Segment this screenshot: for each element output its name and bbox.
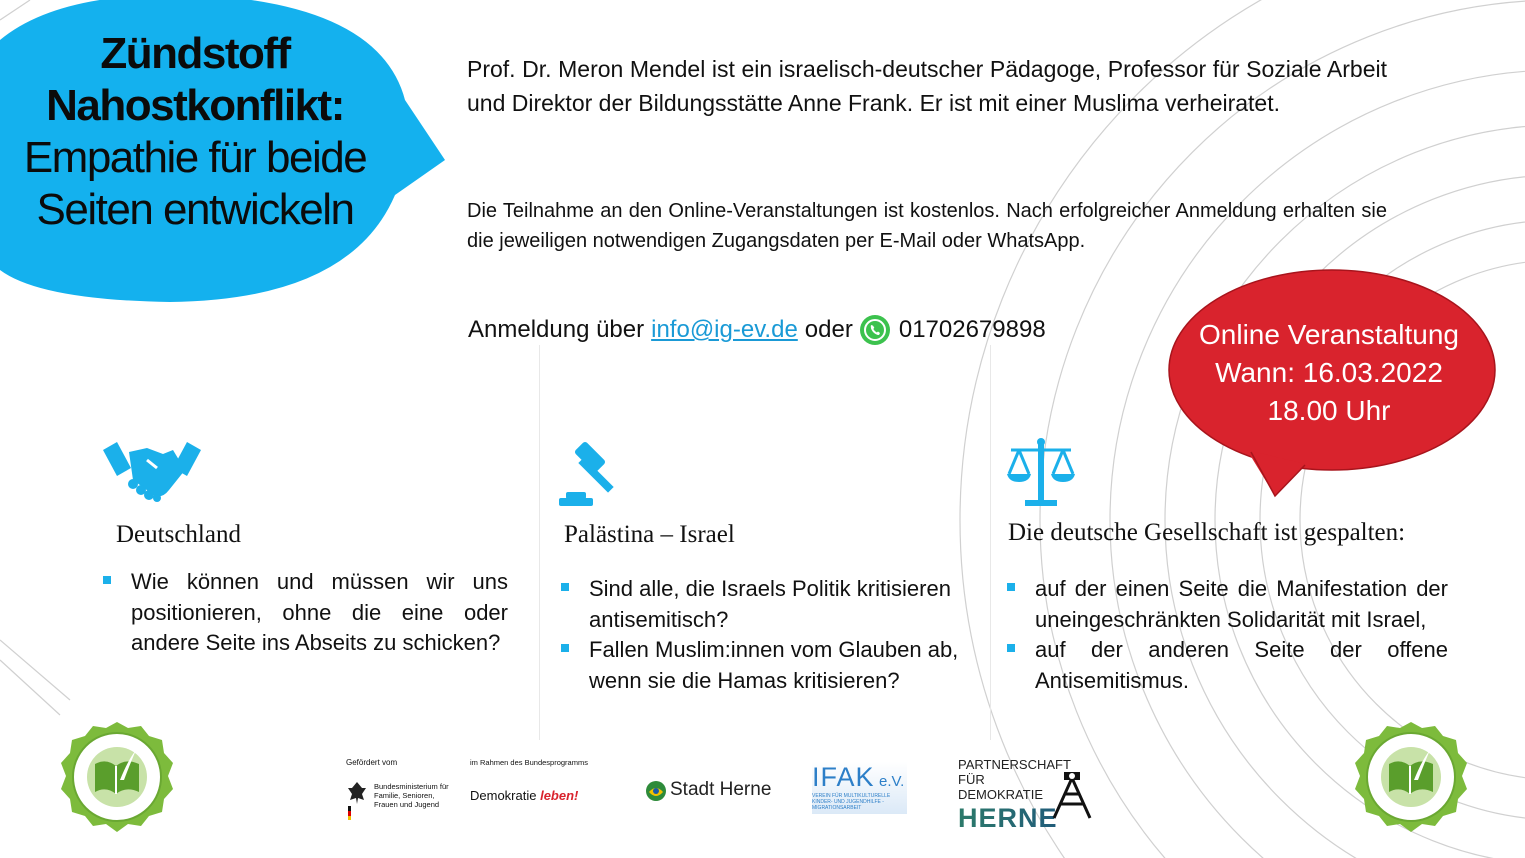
- program-name: Demokratie: [470, 788, 537, 803]
- ifak-name: IFAK: [812, 762, 875, 792]
- federal-eagle-icon: [346, 780, 368, 820]
- stadt-herne-logo: Stadt Herne: [670, 779, 772, 800]
- participation-info: Die Teilnahme an den Online-Veranstaltungen ist kostenlos. Nach erfolgreicher Anmeldung erhalten sie die jeweiligen notwendigen Zugangsdaten per E-Mail oder WhatsApp.: [467, 200, 1387, 252]
- email-link[interactable]: info@ig-ev.de: [651, 316, 798, 343]
- event-details: [1170, 316, 1488, 430]
- title-line-4: Seiten entwickeln: [36, 185, 354, 234]
- gavel-icon: [556, 436, 628, 508]
- column-heading-society: Die deutsche Gesellschaft ist gespalten:: [1008, 519, 1406, 546]
- speaker-bio: Prof. Dr. Meron Mendel ist ein israelisch-deutscher Pädagoge, Professor für Soziale Arbeit und Direktor der Bildungsstätte Anne Frank. Er ist mit einer Muslima verheiratet.: [467, 56, 1387, 116]
- column-divider: [990, 345, 991, 740]
- list-item: Fallen Muslim:innen vom Glauben ab, wenn sie die Hamas kritisieren?: [561, 635, 961, 696]
- column-divider: [539, 345, 540, 740]
- title-line-1: Zündstoff: [100, 29, 290, 78]
- mining-headframe-icon: [1050, 770, 1094, 820]
- ifak-ev: e.V.: [878, 773, 905, 790]
- palestine-israel-question-list: [561, 574, 961, 696]
- list-item: auf der anderen Seite der offene Antisemitismus.: [1007, 635, 1448, 696]
- column-heading-palestine-israel: Palästina – Israel: [564, 521, 735, 548]
- program-name-accent: leben!: [540, 788, 579, 803]
- demokratie-leben-logo: [470, 788, 578, 803]
- islamic-community-seal-left: [58, 720, 176, 836]
- registration-connector: oder: [804, 316, 853, 343]
- whatsapp-icon: [859, 314, 891, 346]
- title-line-2: Nahostkonflikt:: [46, 81, 344, 130]
- registration-prefix: Anmeldung über: [468, 316, 645, 343]
- phone-number: 01702679898: [898, 316, 1046, 343]
- germany-question-list: [103, 567, 508, 659]
- event-date: Wann: 16.03.2022: [1215, 357, 1443, 388]
- scales-icon: [1005, 436, 1077, 508]
- column-heading-germany: Deutschland: [116, 521, 241, 548]
- bmfsfj-name: Bundesministerium für Familie, Senioren, Frauen und Jugend: [374, 782, 449, 809]
- registration-line: [468, 313, 1046, 347]
- title-line-3: Empathie für beide: [23, 133, 367, 182]
- event-time: 18.00 Uhr: [1267, 395, 1391, 426]
- handshake-icon: [103, 440, 201, 502]
- list-item: Sind alle, die Israels Politik kritisieren antisemitisch?: [561, 574, 961, 635]
- partnership-line-1: PARTNERSCHAFT FÜR: [958, 757, 1071, 787]
- islamic-community-seal-right: [1352, 720, 1470, 836]
- program-label: im Rahmen des Bundesprogramms: [470, 758, 588, 767]
- partnership-line-2: DEMOKRATIE: [958, 787, 1043, 802]
- partnership-line-3: HERNE: [958, 802, 1098, 834]
- list-item: Wie können und müssen wir uns positionieren, ohne die eine oder andere Seite ins Abseits zu schicken?: [103, 567, 508, 659]
- bmfsfj-funding-label: Gefördert vom: [346, 758, 398, 767]
- event-type: Online Veranstaltung: [1199, 319, 1459, 350]
- stadt-herne-emblem-icon: [645, 780, 667, 802]
- ifak-logo: [812, 762, 907, 814]
- ifak-subtitle: VEREIN FÜR MULTIKULTURELLE KINDER- UND JUGENDHILFE - MIGRATIONSARBEIT: [812, 793, 891, 811]
- list-item: auf der einen Seite die Manifestation der uneingeschränkten Solidarität mit Israel,: [1007, 574, 1448, 635]
- society-statement-list: [1007, 574, 1448, 696]
- event-title: [10, 28, 380, 236]
